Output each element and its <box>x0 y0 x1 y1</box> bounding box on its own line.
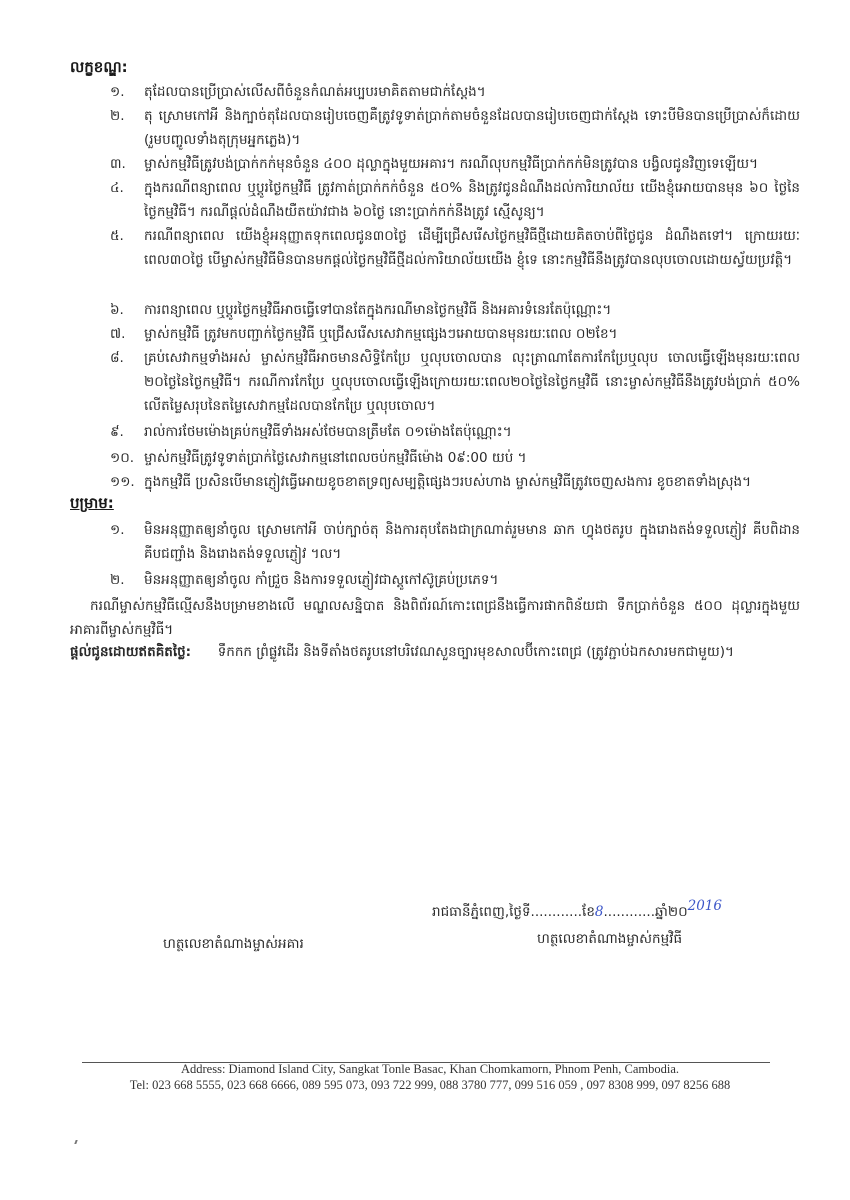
item-number: ២. <box>110 108 125 124</box>
item-text: ការពន្យាពេល ឬប្តូរថ្ងៃកម្មវិធីអាចធ្វើទៅបានតែក្នុងករណីមានថ្ងៃកម្មវិធី និងអគារទំនេរតែប៉ុណ្ណោះ។ <box>144 302 612 318</box>
rule-item-8 <box>110 346 800 418</box>
item-number: ៣. <box>110 156 126 172</box>
year-handwritten: 2016 <box>687 898 722 914</box>
item-text: តុ ស្រោមកៅអី និងក្បាច់តុដែលបានរៀបចេញគឺត្រូវទូទាត់ប្រាក់តាមចំនួនដែលបានរៀបចេញជាក់ស្តែង ទោះបីមិនបានប្រើប្រាស់ក៏ដោយ (រួមបញ្ចូលទាំងតុក្រុមអ្នកភ្លេង)។ <box>144 108 800 148</box>
event-owner-signature-label: ហត្ថលេខាតំណាងម្ចាស់កម្មវិធី <box>537 931 683 947</box>
date-prefix: រាជធានីភ្នំពេញ,ថ្ងៃទី............ខែ <box>432 904 595 920</box>
item-text: មិនអនុញ្ញាតឲ្យនាំចូល ស្រោមកៅអី ចាប់ក្បាច់តុ និងការតុបតែងជាក្រណាត់រួមមាន ឆាក ហ្វុងថតរូប ក្នុងរោងតង់ទទួលភ្ញៀវ គីបពិដាន គីបជញ្ជាំង និងរោងតង់ទទួលភ្ញៀវ ។ល។ <box>144 522 800 562</box>
item-text: មិនអនុញ្ញាតឲ្យនាំចូល កាំជ្រួច និងការទទួលភ្ញៀវជាស្តូកៅស៊ូគ្រប់ប្រភេទ។ <box>144 572 499 588</box>
item-text: ម្ចាស់កម្មវិធីត្រូវទូទាត់ប្រាក់ថ្លៃសេវាកម្មនៅពេលចប់កម្មវិធីម៉ោង 0៩:00 យប់ ។ <box>144 450 527 466</box>
venue-owner-signature-label: ហត្ថលេខាតំណាងម្ចាស់អគារ <box>163 936 304 952</box>
rule-item-1 <box>110 80 800 104</box>
item-number: ១០. <box>110 450 135 466</box>
rule-item-6 <box>110 298 800 322</box>
rules-heading: លក្ខខណ្ឌ: <box>70 58 128 76</box>
item-text: ក្នុងកម្មវិធី ប្រសិនបើមានភ្ញៀវធ្វើអោយខូចខាតទ្រព្យសម្បត្តិផ្សេងៗរបស់ហាង ម្ចាស់កម្មវិធីត្រូវចេញសងការ ខូចខាតទាំងស្រុង។ <box>144 474 751 490</box>
free-services-text: ទឹកកក ព្រំផ្លូវដើរ និងទីតាំងថតរូបនៅបរិវេណសួនច្បារមុខសាលប៊ីកោះពេជ្រ (ត្រូវភ្ជាប់ឯកសារមកជាមួយ)។ <box>217 644 734 660</box>
item-number: ១១. <box>110 474 135 490</box>
item-number: ៩. <box>110 424 124 440</box>
date-mid: ............ឆ្នាំ២០ <box>603 904 688 920</box>
rule-item-7 <box>110 322 800 346</box>
rule-item-4 <box>110 176 800 224</box>
rule-item-2 <box>110 104 800 152</box>
scan-speck <box>74 1140 77 1144</box>
item-text: តុដែលបានប្រើប្រាស់លើសពីចំនួនកំណត់អប្បបរមាគិតតាមជាក់ស្តែង។ <box>144 84 486 100</box>
item-text: ករណីពន្យាពេល យើងខ្ញុំអនុញ្ញាតទុកពេលជូន៣០ថ្ងៃ ដើម្បីជ្រើសរើសថ្ងៃកម្មវិធីថ្មីដោយគិតចាប់ពីថ្ងៃជូន ដំណឹងតទៅ។ ក្រោយរយៈពេល៣០ថ្ងៃ បើម្ចាស់កម្មវិធីមិនបានមកផ្តល់ថ្ងៃកម្មវិធីថ្មីដល់ការិយាល័យយើង ខ្ញុំទេ នោះកម្មវិធីនឹងត្រូវបានលុបចោលដោយស្វ័យប្រវត្តិ។ <box>144 228 800 268</box>
item-text: ម្ចាស់កម្មវិធី ត្រូវមកបញ្ជាក់ថ្ងៃកម្មវិធី ឬជ្រើសរើសសេវាកម្មផ្សេងៗអោយបានមុនរយៈពេល ០២ខែ។ <box>144 326 618 342</box>
item-text: គ្រប់សេវាកម្មទាំងអស់ ម្ចាស់កម្មវិធីអាចមានសិទ្ធិកែប្រែ ឬលុបចោលបាន លុះត្រាណាតែការកែប្រែឬលុប ចោលធ្វើឡើងមុនរយៈពេល ២០ថ្ងៃនៃថ្ងៃកម្មវិធី។ ករណីការកែប្រែ ឬលុបចោលធ្វើឡើងក្រោយរយៈពេល២០ថ្ងៃនៃថ្ងៃកម្មវិធី នោះម្ចាស់កម្មវិធីនឹងត្រូវបង់ប្រាក់ ៥០% លើតម្លៃសរុបនៃតម្លៃសេវាកម្មដែលបានកែប្រែ ឬលុបចោល។ <box>144 350 800 414</box>
rule-item-3 <box>110 152 800 176</box>
rule-item-5 <box>110 224 800 296</box>
prohibitions-heading: បម្រាម: <box>70 494 114 512</box>
prohibition-item-1 <box>110 518 800 566</box>
footer-tel: Tel: 023 668 5555, 023 668 6666, 089 595 073, 093 722 999, 088 3780 777, 099 516 059 , 097 8308 999, 097 8256 688 <box>129 1078 731 1092</box>
footer-address: Address: Diamond Island City, Sangkat Tonle Basac, Khan Chomkamorn, Phnom Penh, Cambodia. <box>180 1062 680 1076</box>
rule-item-11 <box>110 470 800 494</box>
free-services <box>70 640 800 664</box>
prohibition-item-2 <box>110 568 800 592</box>
penalty-paragraph: ករណីម្ចាស់កម្មវិធីល្មើសនឹងបម្រាមខាងលើ មណ្ឌលសន្និបាត និងពិព័រណ៍កោះពេជ្រនឹងធ្វើការផាកពិន័យជា ទឹកប្រាក់ចំនួន ៥០០ ដុល្លារក្នុងមួយអាគារពីម្ចាស់កម្មវិធី។ <box>70 598 800 638</box>
item-number: ១. <box>110 522 125 538</box>
item-text: ម្ចាស់កម្មវិធីត្រូវបង់ប្រាក់កក់មុនចំនួន ៤០០ ដុល្លាក្នុងមួយអគារ។ ករណីលុបកម្មវិធីប្រាក់កក់មិនត្រូវបាន បង្វិលជូនវិញទេឡើយ។ <box>144 156 758 172</box>
item-number: ៥. <box>110 228 124 244</box>
month-handwritten: 8 <box>594 904 604 920</box>
free-services-label: ផ្តល់ជូនដោយឥតគិតថ្លៃ: <box>70 644 192 660</box>
item-number: ២. <box>110 572 125 588</box>
item-text: រាល់ការថែមម៉ោងគ្រប់កម្មវិធីទាំងអស់ថែមបានត្រឹមតែ ០១ម៉ោងតែប៉ុណ្ណោះ។ <box>144 424 512 440</box>
item-number: ៦. <box>110 302 124 318</box>
item-number: ៤. <box>110 180 124 196</box>
date-line <box>432 898 722 923</box>
item-number: ១. <box>110 84 125 100</box>
item-text: ក្នុងករណីពន្យាពេល ឬប្តូរថ្ងៃកម្មវិធី ត្រូវកាត់ប្រាក់កក់ចំនួន ៥០% និងត្រូវជូនដំណឹងដល់ការិយាល័យ យើងខ្ញុំអោយបានមុន ៦០ ថ្ងៃនៃថ្ងៃកម្មវិធី។ ករណីផ្តល់ដំណឹងយឺតយ៉ាវជាង ៦០ថ្ងៃ នោះប្រាក់កក់នឹងត្រូវ ស្មើសូន្យ។ <box>144 180 800 220</box>
item-number: ៧. <box>110 326 126 342</box>
item-number: ៨. <box>110 350 124 366</box>
rule-item-10 <box>110 446 800 470</box>
rule-item-9 <box>110 420 800 444</box>
